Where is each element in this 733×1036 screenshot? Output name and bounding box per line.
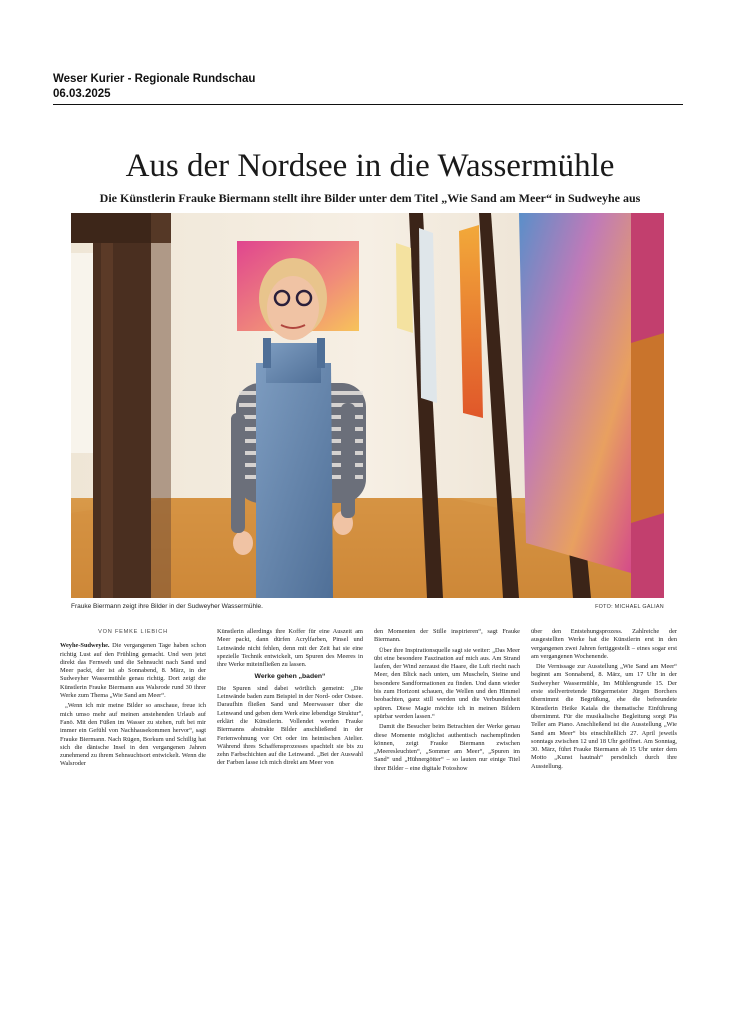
section-subtitle: Werke gehen „baden“ (254, 673, 326, 681)
photo-caption: Frauke Biermann zeigt ihre Bilder in der Sudweyher Wassermühle. (71, 603, 263, 610)
masthead (53, 72, 683, 102)
paragraph (60, 642, 206, 700)
paragraph: Die Spuren sind dabei wörtlich gemeint: „Die Leinwände baden zum Beispiel in der Nord- oder Ostsee. Daraufhin fließen Sand und Meerwasser über die Leinwand und geben dem Werk eine lebendige Struktur“, erklärt die Künstlerin. Vollendet werden Frauke Biermanns abstrakte Bilder anschließend in der Ferienwohnung vor Ort oder im heimischen Atelier. Während ihres Schaffensprozesses spachtelt sie bis zu zehn Farbschichten auf die Leinwand. „Bei der Auswahl der Farben lasse ich mich direkt am Meer von (217, 684, 363, 767)
paragraph-text: Die vergangenen Tage haben schon richtig Lust auf den Frühling gemacht. Und wen jetzt direkt das Fernweh und die Sehnsucht nach Sand und Meer packt, der ist ab Sonnabend, 8. März, in der Sudweyher Wassermühle genau richtig. Dort zeigt die Künstlerin Frauke Biermann aus Walsrode rund 30 ihrer Werke zum Thema „Wie Sand am Meer“. (60, 642, 206, 700)
paragraph: „Wenn ich mir meine Bilder so anschaue, freue ich mich umso mehr auf meinen anstehenden Urlaub auf Fanö. Mit den Füßen im Wasser zu stehen, ruft bei mir immer ein Gefühl von Nachhausekommen hervor“, sagt Frauke Biermann. Nach Rügen, Borkum und Schillig hat sich die dänische Insel in den vergangenen Jahren zunehmend zu ihrem Sehnsuchtsort entwickelt. Wenn die Walsroder (60, 702, 206, 768)
photo-illustration (71, 213, 664, 598)
headline: Aus der Nordsee in die Wassermühle (125, 148, 615, 184)
paragraph: den Momenten der Stille inspirieren“, sagt Frauke Biermann. (374, 628, 520, 644)
article-column-2 (217, 628, 363, 770)
issue-date: 06.03.2025 (53, 88, 111, 100)
paragraph: über den Entstehungsprozess. Zahlreiche der ausgestellten Werke hat die Künstlerin erst in den vergangenen zwei Jahren fertiggestellt – eines sogar erst am vergangenen Wochenende. (531, 628, 677, 660)
byline: VON FEMKE LIEBICH (98, 629, 168, 635)
paragraph: Die Vernissage zur Ausstellung „Wie Sand am Meer“ beginnt am Sonnabend, 8. März, um 17 Uhr in der Sudweyher Wassermühle, Im Mühlengrunde 15. Der erste stellvertretende Bürgermeister Jürgen Borchers übernimmt die Begrüßung, ehe die befreundete Künstlerin Heike Katala die thematische Einführung übernimmt. Für die musikalische Begleitung sorgt Pia Teller am Piano. Anschließend ist die Ausstellung „Wie Sand am Meer“ bis einschließlich 27. April jeweils sonntags zwischen 12 und 18 Uhr geöffnet. Am Sonntag, 30. März, führt Frauke Biermann ab 15 Uhr unter dem Motto „Kunst hautnah“ persönlich durch ihre Ausstellung. (531, 663, 677, 770)
photo-credit: FOTO: MICHAEL GALIAN (595, 604, 664, 610)
paragraph: Über ihre Inspirationsquelle sagt sie weiter: „Das Meer übt eine besondere Faszination auf mich aus. Am Strand laufen, der Wind zerzaust die Haare, die Luft riecht nach Meer, den Blick nach unten, um Muscheln, Steine und besondere Sandformationen zu finden. Und dann wieder bis zum Horizont schauen, die Wellen und den Himmel beobachten, ganz still werden und die Verbundenheit spüren. Diese Magie möchte ich in meinen Bildern spürbar werden lassen.“ (374, 646, 520, 720)
newspaper-name: Weser Kurier - Regionale Rundschau (53, 73, 256, 85)
paragraph: Damit die Besucher beim Betrachten der Werke genau diese Momente möglichst authentisch nachempfinden können, zeigt Frauke Biermann zwischen „Meeresleuchten“, „Sommer am Meer“, „Spuren im Sand“ und „Hühnergötter“ – so lauten nur einige Titel ihrer Bilder – eine digitale Fotoshow (374, 723, 520, 772)
article-column-4 (531, 628, 677, 773)
paragraph: Künstlerin allerdings ihre Koffer für eine Auszeit am Meer packt, dann dürfen Acrylfarben, Pinsel und Leinwände nicht fehlen, denn mit der Zeit hat sie eine spezielle Technik entwickelt, um Spuren des Meeres in ihre Werke miteinfließen zu lassen. (217, 628, 363, 669)
article-column-3 (374, 628, 520, 775)
article-photo (71, 213, 664, 598)
subheadline: Die Künstlerin Frauke Biermann stellt ihre Bilder unter dem Titel „Wie Sand am Meer“ in Sudweyhe aus (99, 191, 641, 205)
dateline: Weyhe-Sudweyhe. (60, 642, 110, 650)
masthead-rule (53, 104, 683, 105)
article-column-1 (60, 628, 206, 771)
